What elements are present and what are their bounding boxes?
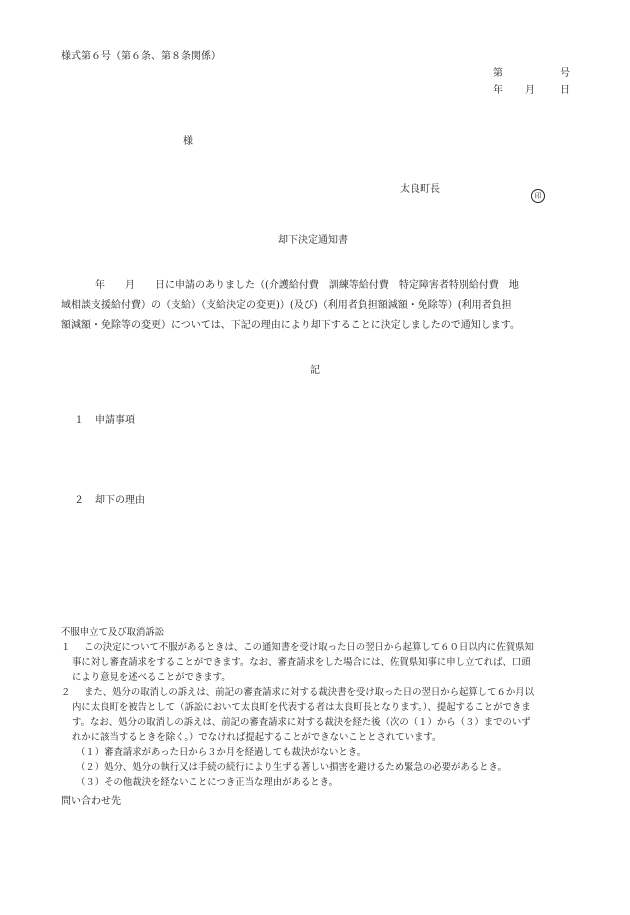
date-year: 年 xyxy=(493,85,503,96)
seal-icon: 印 xyxy=(531,189,545,203)
appeal-item-2-line-1: また、処分の取消しの訴えは、前記の審査請求に対する裁決書を受け取った日の翌日から起算して６か月以 xyxy=(84,687,535,698)
appeal-item-1-number: １ xyxy=(61,642,71,653)
section-2-label: 却下の理由 xyxy=(95,495,145,506)
appeal-title: 不服申立て及び取消訴訟 xyxy=(61,627,165,638)
addressee-honorific: 様 xyxy=(183,136,193,147)
ki-heading: 記 xyxy=(310,365,320,376)
section-1-label: 申請事項 xyxy=(95,415,135,426)
sender-name: 太良町長 xyxy=(400,184,440,195)
section-1-number: １ xyxy=(74,415,84,426)
appeal-item-1-line-1: この決定について不服があるときは、この通知書を受け取った日の翌日から起算して６０日以内に佐賀県知 xyxy=(84,642,534,653)
appeal-item-1-line-2: 事に対し審査請求をすることができます。なお、審査請求をした場合には、佐賀県知事に申し立てれば、口頭 xyxy=(72,657,531,668)
section-2-number: ２ xyxy=(74,495,84,506)
body-line-1: 年 月 日に申請のありました（(介護給付費 訓練等給付費 特定障害者特別給付費 地 xyxy=(95,280,519,291)
appeal-subitem-2: （２）処分、処分の執行又は手続の続行により生ずる著しい損害を避けるため緊急の必要があるとき。 xyxy=(76,762,507,773)
date-month: 月 xyxy=(525,85,535,96)
appeal-subitem-1: （１）審査請求があった日から３か月を経過しても裁決がないとき。 xyxy=(76,747,367,758)
appeal-item-2-line-3: す。なお、処分の取消しの訴えは、前記の審査請求に対する裁決を経た後（次の（１）から（３）までのいず xyxy=(72,717,531,728)
appeal-subitem-3: （３）その他裁決を経ないことにつき正当な理由があるとき。 xyxy=(76,777,338,788)
body-line-2: 域相談支援給付費）の（支給）（支給決定の変更)）(及び)（利用者負担額減額・免除等）(利用者負担 xyxy=(61,300,512,311)
document-number-prefix: 第 xyxy=(493,68,503,79)
document-number-suffix: 号 xyxy=(560,68,570,79)
appeal-item-2-line-4: れかに該当するときを除く。）でなければ提起することができないこととされています。 xyxy=(72,732,442,743)
document-title: 却下決定通知書 xyxy=(278,235,348,246)
appeal-item-2-number: ２ xyxy=(61,687,71,698)
appeal-item-2-line-2: 内に太良町を被告として（訴訟において太良町を代表する者は太良町長となります。）、提起することができま xyxy=(72,702,531,713)
contact-label: 問い合わせ先 xyxy=(61,796,121,807)
seal-mark xyxy=(531,183,545,203)
date-day: 日 xyxy=(560,85,570,96)
body-line-3: 額減額・免除等の変更）については、下記の理由により却下することに決定しましたので通知します。 xyxy=(61,320,520,331)
form-label: 様式第６号（第６条、第８条関係） xyxy=(61,51,221,62)
appeal-item-1-line-3: により意見を述べることができます。 xyxy=(72,672,231,683)
